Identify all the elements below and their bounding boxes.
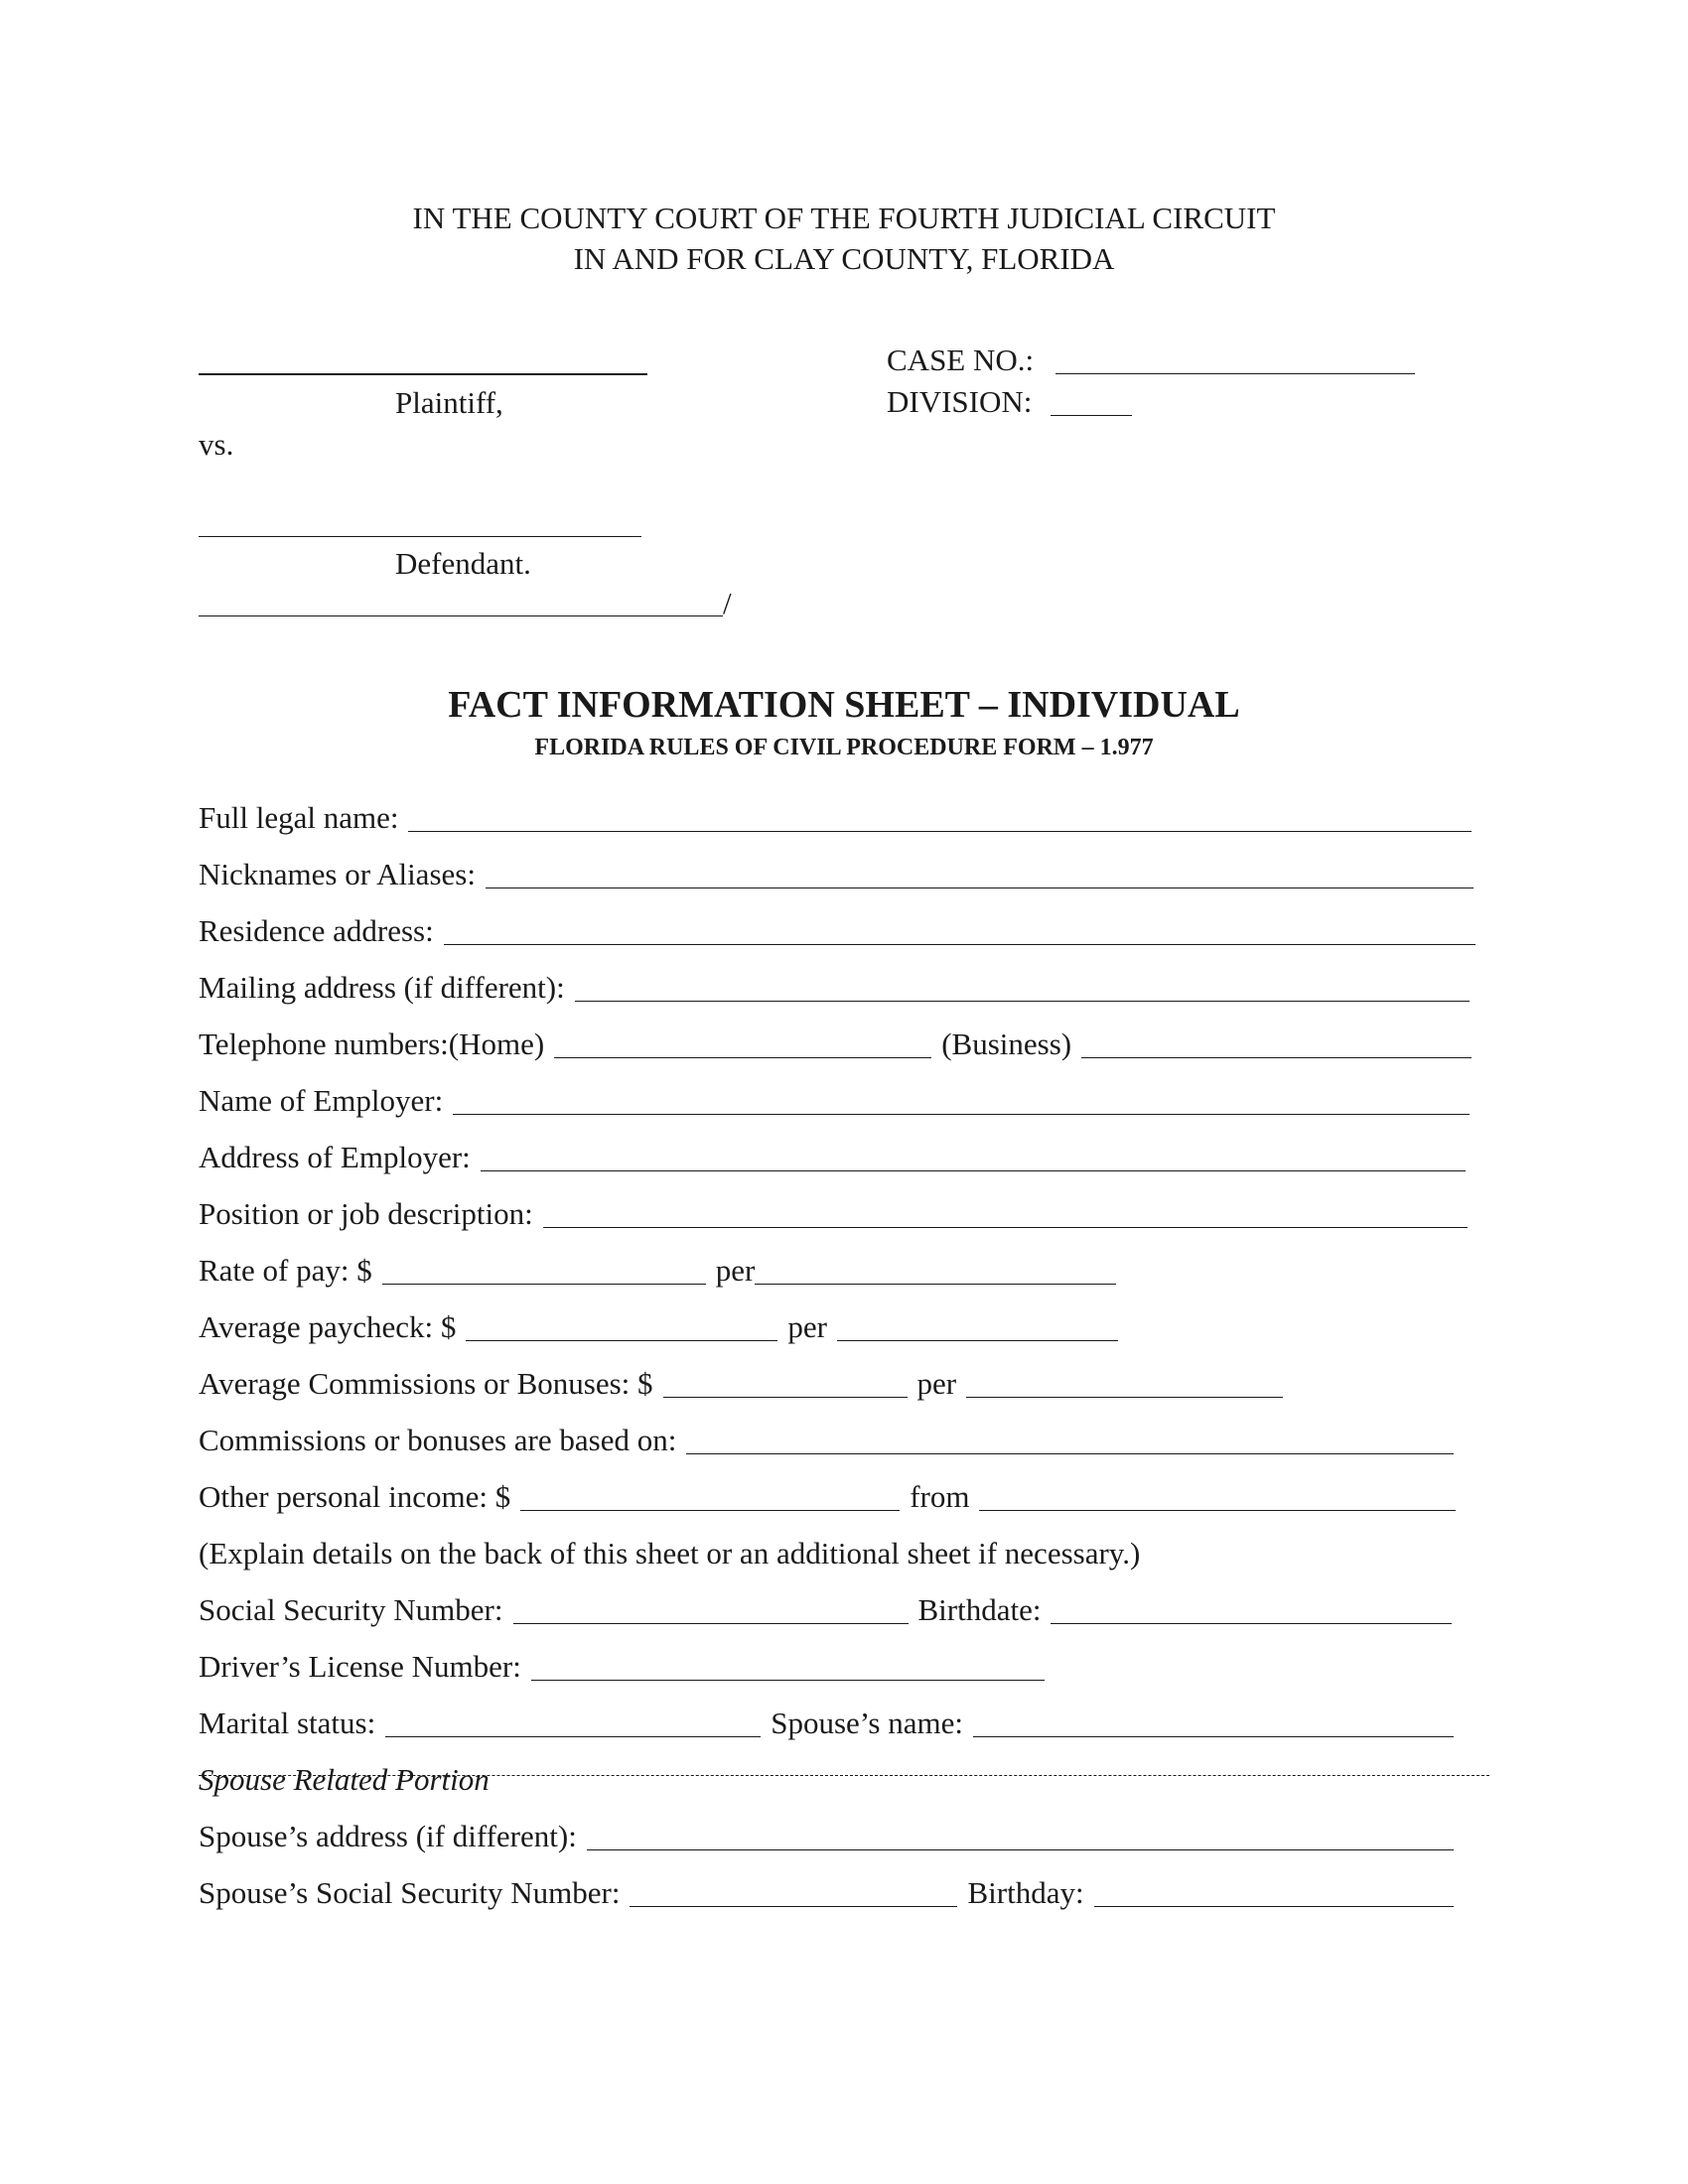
commissions-basis-field[interactable] <box>686 1424 1454 1454</box>
commissions-basis-label: Commissions or bonuses are based on: <box>199 1423 677 1457</box>
spouse-section-label: Spouse Related Portion <box>199 1762 490 1797</box>
spouse-birthday-field[interactable] <box>1094 1876 1454 1907</box>
other-income-from-label: from <box>910 1479 970 1514</box>
row-full-legal-name <box>199 794 1472 838</box>
row-spouse-section-label <box>199 1756 1489 1800</box>
average-paycheck-per-label: per <box>787 1309 827 1344</box>
row-telephone <box>199 1021 1472 1064</box>
defendant-name-field[interactable] <box>199 536 641 537</box>
row-spouse-address <box>199 1813 1454 1856</box>
employer-name-field[interactable] <box>453 1084 1470 1115</box>
telephone-home-label: Telephone numbers:(Home) <box>199 1026 545 1061</box>
case-no-field[interactable] <box>1055 373 1415 374</box>
spouse-ssn-field[interactable] <box>630 1876 957 1907</box>
average-paycheck-field[interactable] <box>466 1310 777 1341</box>
rate-of-pay-per-label: per <box>715 1253 756 1288</box>
full-legal-name-field[interactable] <box>408 801 1472 832</box>
row-residence-address <box>199 907 1476 951</box>
division-field[interactable] <box>1051 415 1132 416</box>
telephone-business-label: (Business) <box>941 1026 1072 1061</box>
employer-address-field[interactable] <box>481 1141 1466 1171</box>
spouse-birthday-label: Birthday: <box>967 1875 1084 1910</box>
row-ssn-birthdate <box>199 1586 1452 1630</box>
spouse-address-field[interactable] <box>587 1820 1454 1850</box>
employer-name-label: Name of Employer: <box>199 1083 444 1118</box>
birthdate-label: Birthdate: <box>917 1592 1042 1627</box>
plaintiff-label: Plaintiff, <box>395 385 503 420</box>
average-paycheck-label: Average paycheck: $ <box>199 1309 457 1344</box>
rate-of-pay-label: Rate of pay: $ <box>199 1253 372 1288</box>
ssn-label: Social Security Number: <box>199 1592 503 1627</box>
drivers-license-label: Driver’s License Number: <box>199 1649 521 1684</box>
row-rate-of-pay <box>199 1247 1116 1291</box>
average-commissions-label: Average Commissions or Bonuses: $ <box>199 1366 653 1401</box>
row-mailing-address <box>199 964 1470 1008</box>
row-commissions-basis <box>199 1417 1454 1460</box>
case-no-label: CASE NO.: <box>887 342 1035 377</box>
vs-label: vs. <box>199 427 234 462</box>
form-subtitle: FLORIDA RULES OF CIVIL PROCEDURE FORM – 1.977 <box>534 735 1154 760</box>
row-average-paycheck <box>199 1303 1118 1347</box>
row-other-income <box>199 1473 1456 1517</box>
rate-of-pay-field[interactable] <box>382 1254 706 1285</box>
division-label: DIVISION: <box>887 384 1033 419</box>
ssn-field[interactable] <box>513 1593 909 1624</box>
average-paycheck-period-field[interactable] <box>837 1310 1118 1341</box>
row-employer-name <box>199 1077 1470 1121</box>
row-marital-status <box>199 1700 1454 1743</box>
birthdate-field[interactable] <box>1051 1593 1452 1624</box>
row-spouse-ssn <box>199 1869 1454 1913</box>
row-position <box>199 1190 1468 1234</box>
rate-of-pay-period-field[interactable] <box>755 1254 1116 1285</box>
form-title: FACT INFORMATION SHEET – INDIVIDUAL <box>448 684 1240 726</box>
employer-address-label: Address of Employer: <box>199 1140 471 1174</box>
row-explain-note <box>199 1530 1489 1573</box>
explain-note: (Explain details on the back of this sheet or an additional sheet if necessary.) <box>199 1536 1141 1570</box>
row-nicknames <box>199 851 1474 894</box>
caption-slash: / <box>723 586 732 620</box>
telephone-home-field[interactable] <box>554 1027 931 1058</box>
spouse-ssn-label: Spouse’s Social Security Number: <box>199 1875 621 1910</box>
average-commissions-field[interactable] <box>663 1367 908 1398</box>
other-income-source-field[interactable] <box>979 1480 1456 1511</box>
mailing-address-label: Mailing address (if different): <box>199 970 565 1005</box>
defendant-label: Defendant. <box>395 546 531 581</box>
residence-address-label: Residence address: <box>199 913 434 948</box>
mailing-address-field[interactable] <box>575 971 1470 1002</box>
drivers-license-field[interactable] <box>531 1650 1045 1681</box>
spouse-name-field[interactable] <box>973 1706 1454 1737</box>
spouse-name-label: Spouse’s name: <box>771 1706 963 1740</box>
position-field[interactable] <box>543 1197 1468 1228</box>
spouse-address-label: Spouse’s address (if different): <box>199 1819 577 1853</box>
position-label: Position or job description: <box>199 1196 533 1231</box>
average-commissions-period-field[interactable] <box>966 1367 1283 1398</box>
marital-status-label: Marital status: <box>199 1706 376 1740</box>
row-employer-address <box>199 1134 1466 1177</box>
row-drivers-license <box>199 1643 1045 1687</box>
other-income-field[interactable] <box>520 1480 900 1511</box>
marital-status-field[interactable] <box>385 1706 761 1737</box>
average-commissions-per-label: per <box>916 1366 957 1401</box>
court-name-line-1: IN THE COUNTY COURT OF THE FOURTH JUDICIAL CIRCUIT <box>412 201 1276 235</box>
row-average-commissions <box>199 1360 1283 1404</box>
full-legal-name-label: Full legal name: <box>199 800 399 835</box>
residence-address-field[interactable] <box>444 914 1476 945</box>
telephone-business-field[interactable] <box>1081 1027 1472 1058</box>
nicknames-field[interactable] <box>486 858 1474 888</box>
nicknames-label: Nicknames or Aliases: <box>199 857 476 891</box>
plaintiff-name-field[interactable] <box>199 373 647 375</box>
court-name-line-2: IN AND FOR CLAY COUNTY, FLORIDA <box>573 241 1115 276</box>
other-income-label: Other personal income: $ <box>199 1479 511 1514</box>
caption-closing-line <box>199 615 723 616</box>
